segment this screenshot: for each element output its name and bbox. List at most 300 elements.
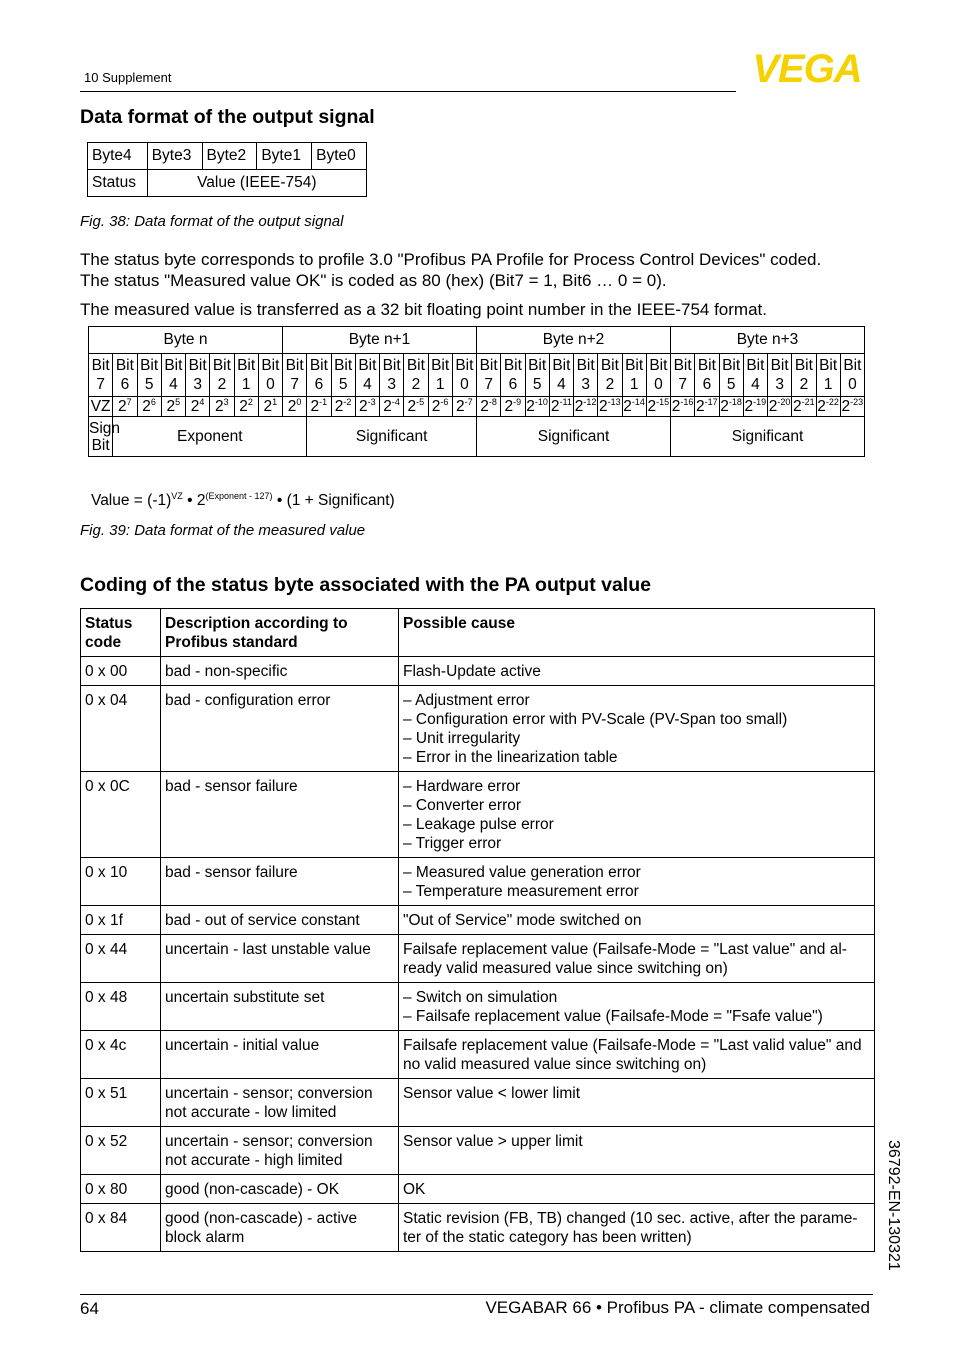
power-base: 2: [793, 398, 802, 416]
power-exponent: 2: [247, 397, 253, 407]
cause-line: – Leakage pulse error: [403, 816, 554, 833]
power-cell: [574, 397, 598, 417]
bit-label: Bit: [237, 357, 256, 374]
status-description: bad - out of service constant: [161, 906, 399, 935]
bit-number: 7: [96, 376, 105, 393]
power-base: 2: [720, 398, 729, 416]
power-cell: [719, 397, 743, 417]
status-description: uncertain - sensor; conversion not accurate - low limited: [161, 1079, 399, 1127]
bit-number: 5: [144, 376, 154, 393]
power-cell: [549, 397, 573, 417]
power-cell: [234, 397, 258, 417]
status-paragraph-line2: The status "Measured value OK" is coded as 80 (hex) (Bit7 = 1, Bit6 … 0 = 0).: [80, 271, 667, 290]
bit-cell: [840, 354, 864, 397]
bit-cell: [113, 354, 137, 397]
bit-label: Bit: [431, 357, 450, 374]
cause-line: OK: [403, 1181, 426, 1198]
section-title-output-signal: Data format of the output signal: [80, 106, 375, 128]
bit-label: Bit: [382, 357, 401, 374]
power-exponent: -1: [319, 397, 328, 407]
bit-label: Bit: [600, 357, 619, 374]
format-byte1: Byte1: [257, 143, 312, 170]
power-base: 2: [166, 398, 176, 416]
power-base: 2: [383, 398, 392, 416]
status-row: [81, 1204, 875, 1252]
status-code: 0 x 44: [81, 935, 161, 983]
page-number: 64: [80, 1299, 99, 1318]
bit-label: Bit: [479, 357, 498, 374]
status-cause: [399, 1204, 875, 1252]
header-rule: [80, 91, 736, 92]
status-row: [81, 1079, 875, 1127]
bit-number: 2: [217, 376, 227, 393]
power-base: 2: [599, 398, 608, 416]
status-code: 0 x 52: [81, 1127, 161, 1175]
power-base: 2: [310, 398, 320, 416]
status-code: 0 x 4c: [81, 1031, 161, 1079]
significant-cell-1: Significant: [307, 417, 477, 457]
status-cause: [399, 1031, 875, 1079]
bit-cell: [258, 354, 282, 397]
power-exponent: -12: [583, 397, 597, 407]
footer-rule: [80, 1294, 873, 1295]
power-cell: [816, 397, 840, 417]
power-base: 2: [671, 398, 681, 416]
power-exponent: -18: [728, 397, 742, 407]
byte-n2-header: Byte n+2: [477, 327, 671, 354]
status-description: uncertain - sensor; conversion not accurate - high limited: [161, 1127, 399, 1175]
format-table: [87, 142, 367, 197]
power-exponent: 5: [175, 397, 181, 407]
status-code: 0 x 51: [81, 1079, 161, 1127]
logo-text: VEGA: [752, 47, 862, 91]
bit-label: Bit: [334, 357, 353, 374]
power-cell: [258, 397, 282, 417]
power-exponent: -14: [631, 397, 645, 407]
power-base: 2: [504, 398, 514, 416]
status-cause: [399, 772, 875, 858]
power-exponent: -15: [656, 397, 670, 407]
power-base: 2: [526, 398, 535, 416]
bit-cell: [355, 354, 379, 397]
cause-line: Sensor value < lower limit: [403, 1085, 581, 1102]
power-cell: [477, 397, 501, 417]
bit-label: Bit: [576, 357, 595, 374]
power-cell: [743, 397, 767, 417]
power-base: 2: [287, 398, 297, 416]
bit-number: 6: [702, 376, 712, 393]
byte-n-header: Byte n: [89, 327, 283, 354]
significant-cell-3: Significant: [671, 417, 865, 457]
bit-number: 4: [557, 376, 566, 393]
formula-exp: (Exponent - 127): [205, 491, 273, 501]
power-exponent: -8: [488, 397, 497, 407]
bit-cell: [380, 354, 404, 397]
bit-number: 6: [314, 376, 324, 393]
bit-label: Bit: [649, 357, 668, 374]
power-exponent: -22: [825, 397, 839, 407]
status-row: [81, 1127, 875, 1175]
section-title-status-byte: Coding of the status byte associated with the PA output value: [80, 574, 651, 596]
bit-cell: [695, 354, 719, 397]
bit-cell: [501, 354, 525, 397]
power-base: 2: [118, 398, 127, 416]
status-description: uncertain - last unstable value: [161, 935, 399, 983]
power-base: 2: [190, 398, 200, 416]
status-paragraph: [80, 249, 880, 291]
fig38-caption: Fig. 38: Data format of the output signal: [80, 213, 344, 230]
format-status: Status: [88, 170, 148, 197]
power-base: 2: [142, 398, 151, 416]
power-exponent: -2: [343, 397, 352, 407]
cause-line: – Configuration error with PV-Scale (PV-Span too small): [403, 711, 788, 728]
power-cell: [792, 397, 816, 417]
status-description: uncertain substitute set: [161, 983, 399, 1031]
bit-label: Bit: [625, 357, 644, 374]
status-row: [81, 1031, 875, 1079]
bit-cell: [89, 354, 113, 397]
power-exponent: -11: [559, 397, 572, 407]
cause-line: Static revision (FB, TB) changed (10 sec. active, after the parame-ter of the static category has been written): [403, 1210, 858, 1246]
bit-number: 2: [605, 376, 615, 393]
status-cause: [399, 935, 875, 983]
bit-label: Bit: [794, 357, 813, 374]
status-code: 0 x 00: [81, 657, 161, 686]
power-cell: [840, 397, 864, 417]
bit-cell: [331, 354, 355, 397]
power-cell: [525, 397, 549, 417]
bit-number: 3: [193, 376, 202, 393]
power-cell: [598, 397, 622, 417]
bit-label: Bit: [115, 357, 134, 374]
status-row: [81, 657, 875, 686]
cause-line: – Converter error: [403, 797, 522, 814]
bit-label: Bit: [528, 357, 547, 374]
power-base: 2: [574, 398, 584, 416]
power-base: 2: [696, 398, 705, 416]
bit-number: 0: [460, 376, 469, 393]
sign-bit-line2: Bit: [91, 436, 110, 454]
status-code: 0 x 80: [81, 1175, 161, 1204]
bit-label: Bit: [770, 357, 789, 374]
power-exponent: -19: [753, 397, 767, 407]
bit-cell: [719, 354, 743, 397]
bit-number: 4: [751, 376, 760, 393]
bit-cell: [525, 354, 549, 397]
power-base: 2: [334, 398, 344, 416]
bit-number: 7: [678, 376, 687, 393]
power-exponent: -6: [440, 397, 449, 407]
col-status-code: Status code: [81, 609, 161, 657]
format-byte0: Byte0: [312, 143, 367, 170]
bit-label: Bit: [358, 357, 377, 374]
bit-cell: [186, 354, 210, 397]
cause-line: – Unit irregularity: [403, 730, 521, 747]
format-byte2: Byte2: [202, 143, 257, 170]
bit-number: 6: [508, 376, 518, 393]
byte-n1-header: Byte n+1: [283, 327, 477, 354]
power-exponent: 4: [199, 397, 205, 407]
bit-number: 4: [363, 376, 372, 393]
cause-line: – Measured value generation error: [403, 864, 641, 881]
bit-label: Bit: [503, 357, 522, 374]
power-exponent: -4: [391, 397, 400, 407]
cause-line: – Failsafe replacement value (Failsafe-Mode = "Fsafe value"): [403, 1008, 823, 1025]
sign-bit-cell: [89, 417, 121, 457]
status-description: uncertain - initial value: [161, 1031, 399, 1079]
status-cause: [399, 906, 875, 935]
status-description: bad - sensor failure: [161, 858, 399, 906]
bit-label: Bit: [746, 357, 765, 374]
power-cell: [428, 397, 452, 417]
ieee-paragraph: The measured value is transferred as a 32 bit floating point number in the IEEE-754 format.: [80, 300, 767, 319]
bit-number: 7: [290, 376, 299, 393]
power-exponent: -7: [464, 397, 473, 407]
status-description: good (non-cascade) - active block alarm: [161, 1204, 399, 1252]
bit-cell: [234, 354, 258, 397]
status-row: [81, 858, 875, 906]
power-cell: [452, 397, 476, 417]
power-cell: [161, 397, 185, 417]
power-base: 2: [623, 398, 632, 416]
status-code: 0 x 10: [81, 858, 161, 906]
status-cause: [399, 1127, 875, 1175]
power-cell: [671, 397, 695, 417]
bit-cell: [428, 354, 452, 397]
bit-label: Bit: [212, 357, 231, 374]
bit-cell: [477, 354, 501, 397]
status-description: bad - configuration error: [161, 686, 399, 772]
status-cause: [399, 657, 875, 686]
power-exponent: 0: [296, 397, 302, 407]
power-base: 2: [215, 398, 224, 416]
bit-cell: [452, 354, 476, 397]
bit-label: Bit: [722, 357, 741, 374]
power-exponent: 1: [272, 397, 278, 407]
power-cell: [307, 397, 331, 417]
status-description: bad - sensor failure: [161, 772, 399, 858]
power-cell: [768, 397, 792, 417]
bit-cell: [137, 354, 161, 397]
bit-cell: [404, 354, 428, 397]
power-cell: [113, 397, 137, 417]
bit-number: 0: [654, 376, 663, 393]
document-id: 36792-EN-130321: [885, 1140, 902, 1271]
status-row: [81, 1175, 875, 1204]
status-row: [81, 983, 875, 1031]
power-base: 2: [480, 398, 489, 416]
power-exponent: -3: [367, 397, 376, 407]
power-exponent: -17: [704, 397, 718, 407]
bit-label: Bit: [140, 357, 159, 374]
status-code: 0 x 48: [81, 983, 161, 1031]
power-cell: [695, 397, 719, 417]
bit-cell: [792, 354, 816, 397]
bit-number: 2: [411, 376, 421, 393]
vz-cell: VZ: [89, 397, 113, 417]
bit-cell: [622, 354, 646, 397]
col-description: Description according to Profibus standard: [161, 609, 399, 657]
bit-label: Bit: [164, 357, 183, 374]
power-base: 2: [841, 398, 851, 416]
bit-number: 3: [581, 376, 590, 393]
bit-number: 5: [726, 376, 736, 393]
power-exponent: -13: [607, 397, 621, 407]
bit-cell: [574, 354, 598, 397]
power-cell: [404, 397, 428, 417]
status-code: 0 x 84: [81, 1204, 161, 1252]
status-row: [81, 686, 875, 772]
power-cell: [646, 397, 670, 417]
bits-table: [88, 326, 865, 457]
section-header: 10 Supplement: [84, 70, 172, 85]
power-exponent: -9: [513, 397, 522, 407]
status-code-table: [80, 608, 875, 1252]
power-base: 2: [359, 398, 368, 416]
formula-two: 2: [196, 492, 206, 510]
power-cell: [380, 397, 404, 417]
power-base: 2: [768, 398, 778, 416]
power-cell: [622, 397, 646, 417]
bit-number: 1: [823, 376, 833, 393]
power-base: 2: [239, 398, 248, 416]
cause-line: – Temperature measurement error: [403, 883, 639, 900]
bit-cell: [743, 354, 767, 397]
formula-dot1: •: [187, 492, 193, 510]
bit-label: Bit: [697, 357, 716, 374]
bit-cell: [671, 354, 695, 397]
cause-line: Failsafe replacement value (Failsafe-Mode = "Last value" and al-ready valid measured value since switching on): [403, 941, 847, 977]
power-exponent: -21: [801, 397, 815, 407]
power-base: 2: [431, 398, 441, 416]
bit-cell: [210, 354, 234, 397]
bit-cell: [283, 354, 307, 397]
power-base: 2: [550, 398, 560, 416]
byte-n3-header: Byte n+3: [671, 327, 865, 354]
bit-number: 4: [169, 376, 178, 393]
significant-cell-2: Significant: [477, 417, 671, 457]
status-cause: [399, 1079, 875, 1127]
fig39-caption: Fig. 39: Data format of the measured value: [80, 522, 366, 539]
power-cell: [501, 397, 525, 417]
format-byte4: Byte4: [88, 143, 148, 170]
bit-cell: [598, 354, 622, 397]
bit-label: Bit: [455, 357, 474, 374]
status-code: 0 x 04: [81, 686, 161, 772]
formula-suffix: (1 + Significant): [286, 492, 395, 510]
document-title: VEGABAR 66 • Profibus PA - climate compensated: [485, 1298, 870, 1317]
cause-line: – Error in the linearization table: [403, 749, 618, 766]
status-code: 0 x 0C: [81, 772, 161, 858]
power-exponent: 3: [223, 397, 229, 407]
bit-label: Bit: [406, 357, 425, 374]
power-exponent: -5: [416, 397, 425, 407]
power-exponent: -16: [680, 397, 694, 407]
power-base: 2: [744, 398, 754, 416]
bit-label: Bit: [673, 357, 692, 374]
cause-line: – Hardware error: [403, 778, 521, 795]
value-formula: [91, 491, 395, 510]
bit-number: 3: [387, 376, 396, 393]
format-byte3: Byte3: [147, 143, 202, 170]
bit-number: 1: [435, 376, 445, 393]
bit-number: 0: [848, 376, 857, 393]
formula-dot2: •: [276, 492, 283, 510]
status-cause: [399, 983, 875, 1031]
status-paragraph-line1: The status byte corresponds to profile 3.0 "Profibus PA Profile for Process Control Devices" coded.: [80, 250, 822, 269]
power-exponent: 6: [150, 397, 156, 407]
power-base: 2: [817, 398, 826, 416]
bit-number: 0: [266, 376, 275, 393]
bit-cell: [307, 354, 331, 397]
status-description: bad - non-specific: [161, 657, 399, 686]
bit-label: Bit: [309, 357, 328, 374]
bit-label: Bit: [819, 357, 838, 374]
power-cell: [331, 397, 355, 417]
power-cell: [186, 397, 210, 417]
status-cause: [399, 1175, 875, 1204]
bit-number: 5: [338, 376, 348, 393]
bit-number: 1: [629, 376, 639, 393]
bit-cell: [816, 354, 840, 397]
power-exponent: -10: [534, 397, 548, 407]
power-cell: [355, 397, 379, 417]
power-exponent: 7: [126, 397, 132, 407]
power-exponent: -20: [777, 397, 791, 407]
vega-logo: [740, 47, 874, 91]
cause-line: "Out of Service" mode switched on: [403, 912, 642, 929]
bit-cell: [646, 354, 670, 397]
status-row: [81, 772, 875, 858]
sign-bit-line1: Sign: [89, 419, 121, 437]
bit-number: 6: [120, 376, 130, 393]
power-cell: [137, 397, 161, 417]
status-row: [81, 935, 875, 983]
bit-cell: [549, 354, 573, 397]
bit-number: 7: [484, 376, 493, 393]
cause-line: Flash-Update active: [403, 663, 541, 680]
cause-line: Failsafe replacement value (Failsafe-Mode = "Last valid value" and no valid measured value since switching on): [403, 1037, 862, 1073]
bit-label: Bit: [552, 357, 571, 374]
status-cause: [399, 858, 875, 906]
exponent-cell: Exponent: [113, 417, 307, 457]
cause-line: Sensor value > upper limit: [403, 1133, 583, 1150]
formula-vz: VZ: [171, 491, 183, 501]
formula-prefix: Value = (-1): [91, 492, 172, 510]
bit-label: Bit: [285, 357, 304, 374]
status-row: [81, 906, 875, 935]
power-exponent: -23: [850, 397, 864, 407]
cause-line: – Switch on simulation: [403, 989, 558, 1006]
bit-cell: [768, 354, 792, 397]
bit-number: 3: [775, 376, 784, 393]
status-table-header: [81, 609, 875, 657]
power-cell: [283, 397, 307, 417]
status-code: 0 x 1f: [81, 906, 161, 935]
power-base: 2: [407, 398, 417, 416]
cause-line: – Adjustment error: [403, 692, 530, 709]
bit-number: 1: [241, 376, 251, 393]
bit-label: Bit: [188, 357, 207, 374]
col-possible-cause: Possible cause: [399, 609, 875, 657]
bit-label: Bit: [843, 357, 862, 374]
bit-number: 5: [532, 376, 542, 393]
bit-number: 2: [799, 376, 809, 393]
bit-label: Bit: [91, 357, 110, 374]
power-base: 2: [456, 398, 465, 416]
status-cause: [399, 686, 875, 772]
power-cell: [210, 397, 234, 417]
